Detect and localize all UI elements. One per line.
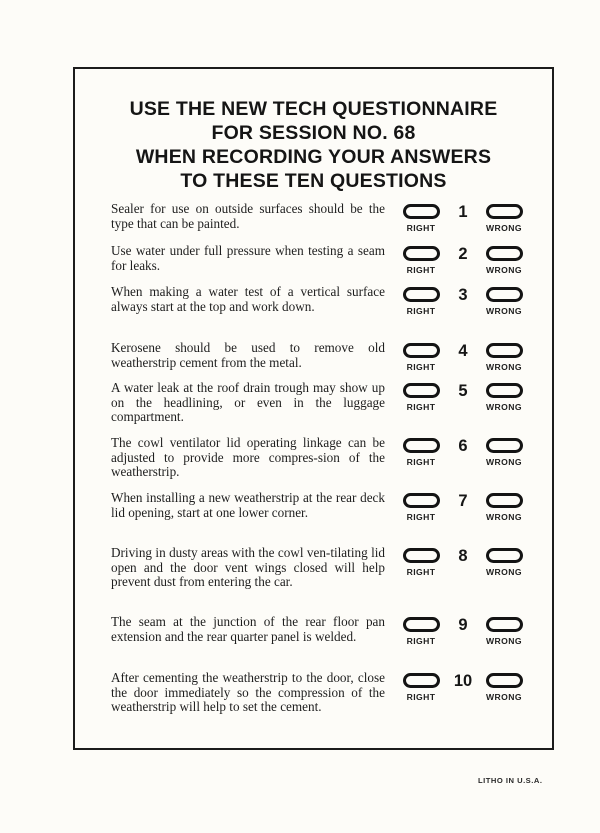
wrong-label: WRONG [486, 512, 522, 522]
wrong-answer-3[interactable] [481, 285, 527, 316]
question-number: 3 [458, 286, 468, 304]
wrong-answer-7[interactable] [481, 491, 527, 522]
wrong-label: WRONG [486, 692, 522, 702]
right-label: RIGHT [406, 692, 436, 702]
right-answer-bubble[interactable] [403, 493, 440, 508]
wrong-answer-bubble[interactable] [486, 287, 523, 302]
right-label: RIGHT [406, 402, 436, 412]
right-label: RIGHT [406, 457, 436, 467]
wrong-answer-5[interactable] [481, 381, 527, 412]
right-answer-9[interactable] [398, 615, 444, 646]
question-number: 4 [458, 342, 468, 360]
question-number: 2 [458, 245, 468, 263]
right-answer-bubble[interactable] [403, 287, 440, 302]
right-answer-4[interactable] [398, 341, 444, 372]
wrong-answer-4[interactable] [481, 341, 527, 372]
right-answer-2[interactable] [398, 244, 444, 275]
right-label: RIGHT [406, 512, 436, 522]
question-text: A water leak at the roof drain trough may show up on the headlining, or even in the luggage compartment. [111, 380, 385, 425]
right-label: RIGHT [406, 306, 436, 316]
right-answer-bubble[interactable] [403, 204, 440, 219]
wrong-answer-10[interactable] [481, 671, 527, 702]
question-number: 1 [458, 203, 468, 221]
question-text: After cementing the weatherstrip to the door, close the door immediately so the compression of the weatherstrip will help to set the cement. [111, 670, 385, 715]
question-text: Kerosene should be used to remove old weatherstrip cement from the metal. [111, 340, 385, 370]
right-answer-bubble[interactable] [403, 548, 440, 563]
question-text: Sealer for use on outside surfaces should be the type that can be painted. [111, 201, 385, 231]
wrong-answer-bubble[interactable] [486, 493, 523, 508]
wrong-answer-bubble[interactable] [486, 617, 523, 632]
question-number: 10 [453, 672, 473, 690]
wrong-answer-bubble[interactable] [486, 246, 523, 261]
right-label: RIGHT [406, 362, 436, 372]
right-label: RIGHT [406, 567, 436, 577]
wrong-answer-6[interactable] [481, 436, 527, 467]
questionnaire-frame [73, 67, 554, 750]
right-answer-bubble[interactable] [403, 673, 440, 688]
right-answer-1[interactable] [398, 202, 444, 233]
right-answer-bubble[interactable] [403, 343, 440, 358]
wrong-label: WRONG [486, 402, 522, 412]
wrong-answer-1[interactable] [481, 202, 527, 233]
right-answer-bubble[interactable] [403, 617, 440, 632]
right-answer-10[interactable] [398, 671, 444, 702]
wrong-answer-bubble[interactable] [486, 438, 523, 453]
wrong-label: WRONG [486, 457, 522, 467]
wrong-label: WRONG [486, 362, 522, 372]
wrong-answer-8[interactable] [481, 546, 527, 577]
wrong-label: WRONG [486, 223, 522, 233]
question-text: When making a water test of a vertical surface always start at the top and work down. [111, 284, 385, 314]
wrong-answer-bubble[interactable] [486, 673, 523, 688]
right-label: RIGHT [406, 223, 436, 233]
questionnaire-heading [75, 97, 552, 193]
question-number: 7 [458, 492, 468, 510]
right-answer-8[interactable] [398, 546, 444, 577]
right-label: RIGHT [406, 636, 436, 646]
right-answer-6[interactable] [398, 436, 444, 467]
wrong-answer-9[interactable] [481, 615, 527, 646]
wrong-label: WRONG [486, 636, 522, 646]
wrong-answer-bubble[interactable] [486, 343, 523, 358]
heading-line-3: WHEN RECORDING YOUR ANSWERS [135, 146, 492, 168]
heading-line-2: FOR SESSION NO. 68 [211, 122, 416, 144]
right-answer-bubble[interactable] [403, 246, 440, 261]
wrong-answer-bubble[interactable] [486, 548, 523, 563]
question-number: 5 [458, 382, 468, 400]
right-answer-bubble[interactable] [403, 383, 440, 398]
question-text: Driving in dusty areas with the cowl ven-tilating lid open and the door vent wings closed will help prevent dust from entering the car. [111, 545, 385, 590]
wrong-answer-2[interactable] [481, 244, 527, 275]
right-answer-7[interactable] [398, 491, 444, 522]
wrong-label: WRONG [486, 265, 522, 275]
question-number: 6 [458, 437, 468, 455]
printer-imprint: LITHO IN U.S.A. [478, 776, 543, 785]
wrong-answer-bubble[interactable] [486, 383, 523, 398]
question-number: 9 [458, 616, 468, 634]
wrong-label: WRONG [486, 567, 522, 577]
question-text: The seam at the junction of the rear floor pan extension and the rear quarter panel is welded. [111, 614, 385, 644]
heading-line-1: USE THE NEW TECH QUESTIONNAIRE [129, 98, 498, 120]
question-number: 8 [458, 547, 468, 565]
heading-line-4: TO THESE TEN QUESTIONS [180, 170, 447, 192]
wrong-answer-bubble[interactable] [486, 204, 523, 219]
right-label: RIGHT [406, 265, 436, 275]
wrong-label: WRONG [486, 306, 522, 316]
right-answer-bubble[interactable] [403, 438, 440, 453]
question-text: When installing a new weatherstrip at the rear deck lid opening, start at one lower corner. [111, 490, 385, 520]
question-text: Use water under full pressure when testing a seam for leaks. [111, 243, 385, 273]
right-answer-5[interactable] [398, 381, 444, 412]
question-text: The cowl ventilator lid operating linkage can be adjusted to provide more compres-sion of the weatherstrip. [111, 435, 385, 480]
right-answer-3[interactable] [398, 285, 444, 316]
